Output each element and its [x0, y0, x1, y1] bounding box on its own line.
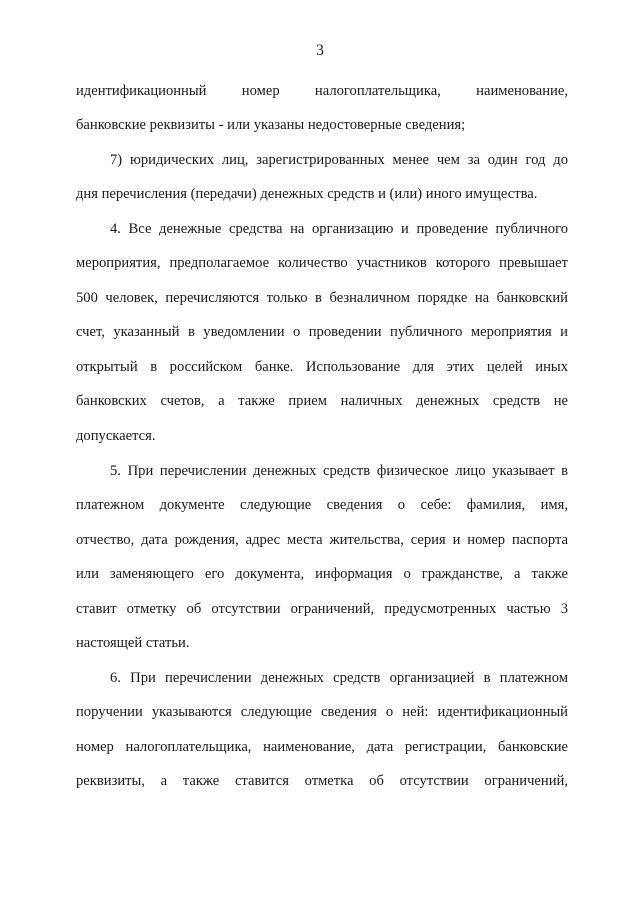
text-line: поручении указываются следующие сведения о ней: идентификационный	[76, 704, 568, 720]
text-line: 6. При перечислении денежных средств организацией в платежном	[110, 670, 568, 686]
text-line: 5. При перечислении денежных средств физическое лицо указывает в	[110, 463, 568, 479]
text-line: счет, указанный в уведомлении о проведении публичного мероприятия и	[76, 324, 568, 340]
text-line: отчество, дата рождения, адрес места жительства, серия и номер паспорта	[76, 532, 568, 548]
text-line: дня перечисления (передачи) денежных средств и (или) иного имущества.	[76, 186, 538, 202]
text-line: или заменяющего его документа, информация о гражданстве, а также	[76, 566, 568, 582]
document-body	[76, 0, 568, 905]
text-line: 4. Все денежные средства на организацию и проведение публичного	[110, 221, 568, 237]
text-line: настоящей статьи.	[76, 635, 190, 651]
text-line: реквизиты, а также ставится отметка об отсутствии ограничений,	[76, 773, 568, 789]
text-line: банковских счетов, а также прием наличных денежных средств не	[76, 393, 568, 409]
text-line: допускается.	[76, 428, 156, 444]
page-number: 3	[316, 42, 324, 59]
text-line: открытый в российском банке. Использование для этих целей иных	[76, 359, 568, 375]
text-line: номер налогоплательщика, наименование, дата регистрации, банковские	[76, 739, 568, 755]
text-line: мероприятия, предполагаемое количество участников которого превышает	[76, 255, 568, 271]
text-line: ставит отметку об отсутствии ограничений, предусмотренных частью 3	[76, 601, 568, 617]
text-line: платежном документе следующие сведения о себе: фамилия, имя,	[76, 497, 568, 513]
text-line: идентификационный номер налогоплательщика, наименование,	[76, 83, 568, 99]
text-line: 500 человек, перечисляются только в безналичном порядке на банковский	[76, 290, 568, 306]
text-line: 7) юридических лиц, зарегистрированных менее чем за один год до	[110, 152, 568, 168]
text-line: банковские реквизиты - или указаны недостоверные сведения;	[76, 117, 466, 133]
